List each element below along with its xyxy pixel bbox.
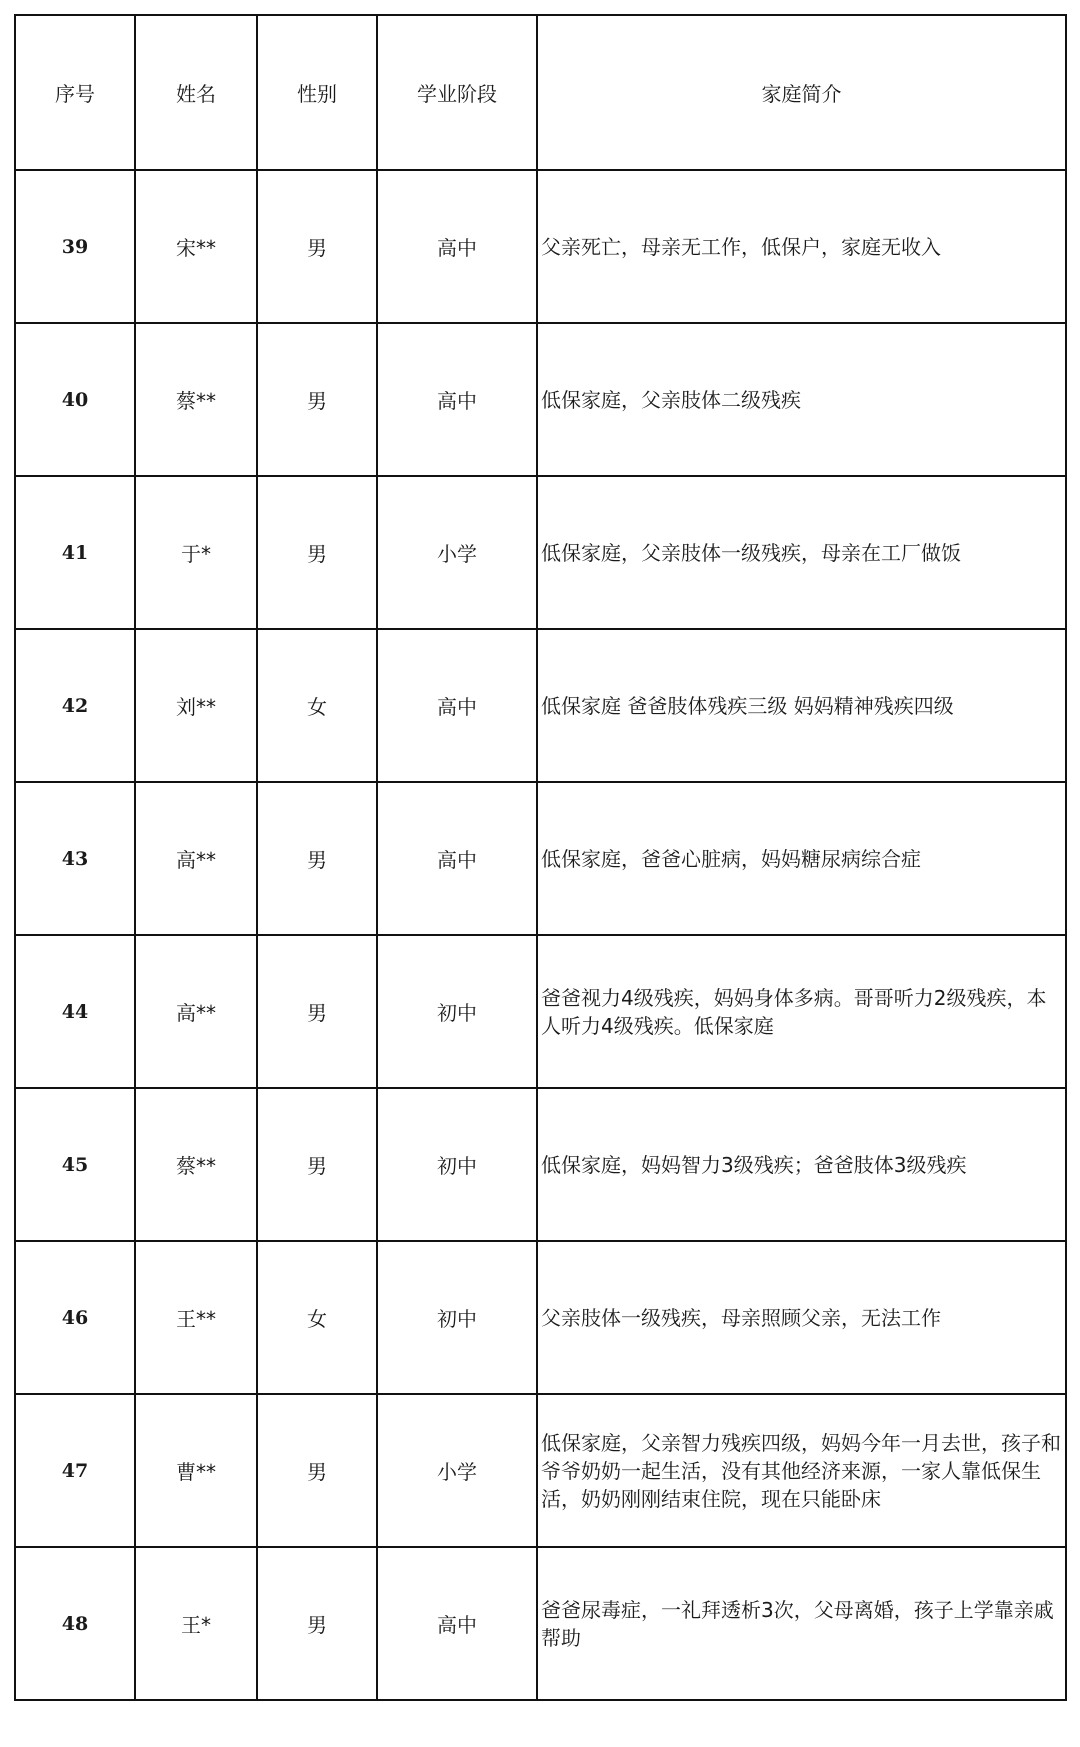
cell-sex: 男 (257, 1394, 377, 1547)
cell-desc: 爸爸尿毒症，一礼拜透析3次，父母离婚，孩子上学靠亲戚帮助 (537, 1547, 1066, 1700)
cell-no: 47 (15, 1394, 135, 1547)
cell-desc: 低保家庭，父亲肢体二级残疾 (537, 323, 1066, 476)
cell-name: 曹** (135, 1394, 257, 1547)
header-no: 序号 (15, 15, 135, 170)
cell-sex: 男 (257, 170, 377, 323)
cell-no: 43 (15, 782, 135, 935)
cell-name: 刘** (135, 629, 257, 782)
cell-sex: 男 (257, 782, 377, 935)
cell-sex: 男 (257, 1088, 377, 1241)
cell-sex: 女 (257, 629, 377, 782)
cell-stage: 高中 (377, 629, 537, 782)
cell-desc: 低保家庭 爸爸肢体残疾三级 妈妈精神残疾四级 (537, 629, 1066, 782)
cell-desc: 爸爸视力4级残疾，妈妈身体多病。哥哥听力2级残疾，本人听力4级残疾。低保家庭 (537, 935, 1066, 1088)
cell-sex: 男 (257, 323, 377, 476)
cell-name: 宋** (135, 170, 257, 323)
cell-no: 42 (15, 629, 135, 782)
cell-sex: 男 (257, 1547, 377, 1700)
header-desc: 家庭简介 (537, 15, 1066, 170)
cell-desc: 父亲肢体一级残疾，母亲照顾父亲，无法工作 (537, 1241, 1066, 1394)
cell-name: 王** (135, 1241, 257, 1394)
cell-name: 高** (135, 935, 257, 1088)
cell-stage: 小学 (377, 476, 537, 629)
table-row (15, 323, 1066, 476)
cell-no: 41 (15, 476, 135, 629)
cell-no: 46 (15, 1241, 135, 1394)
table-row (15, 1547, 1066, 1700)
table-row (15, 1394, 1066, 1547)
header-sex: 性别 (257, 15, 377, 170)
table-row (15, 782, 1066, 935)
table-row (15, 629, 1066, 782)
cell-no: 45 (15, 1088, 135, 1241)
cell-name: 高** (135, 782, 257, 935)
cell-name: 蔡** (135, 323, 257, 476)
cell-no: 39 (15, 170, 135, 323)
cell-sex: 男 (257, 935, 377, 1088)
table-row (15, 476, 1066, 629)
cell-stage: 初中 (377, 935, 537, 1088)
cell-stage: 高中 (377, 323, 537, 476)
cell-desc: 低保家庭，爸爸心脏病，妈妈糖尿病综合症 (537, 782, 1066, 935)
cell-no: 48 (15, 1547, 135, 1700)
cell-stage: 初中 (377, 1241, 537, 1394)
cell-sex: 男 (257, 476, 377, 629)
student-table (14, 14, 1067, 1701)
table-row (15, 170, 1066, 323)
cell-desc: 低保家庭，妈妈智力3级残疾；爸爸肢体3级残疾 (537, 1088, 1066, 1241)
header-name: 姓名 (135, 15, 257, 170)
cell-stage: 小学 (377, 1394, 537, 1547)
header-stage: 学业阶段 (377, 15, 537, 170)
cell-sex: 女 (257, 1241, 377, 1394)
cell-desc: 低保家庭，父亲肢体一级残疾，母亲在工厂做饭 (537, 476, 1066, 629)
cell-name: 于* (135, 476, 257, 629)
cell-stage: 高中 (377, 1547, 537, 1700)
cell-stage: 高中 (377, 170, 537, 323)
cell-stage: 初中 (377, 1088, 537, 1241)
cell-desc: 低保家庭，父亲智力残疾四级，妈妈今年一月去世，孩子和爷爷奶奶一起生活，没有其他经济来源，一家人靠低保生活，奶奶刚刚结束住院，现在只能卧床 (537, 1394, 1066, 1547)
header-row (15, 15, 1066, 170)
table-row (15, 1241, 1066, 1394)
cell-no: 40 (15, 323, 135, 476)
cell-name: 王* (135, 1547, 257, 1700)
cell-desc: 父亲死亡，母亲无工作，低保户，家庭无收入 (537, 170, 1066, 323)
table-row (15, 1088, 1066, 1241)
cell-name: 蔡** (135, 1088, 257, 1241)
table-row (15, 935, 1066, 1088)
cell-stage: 高中 (377, 782, 537, 935)
cell-no: 44 (15, 935, 135, 1088)
